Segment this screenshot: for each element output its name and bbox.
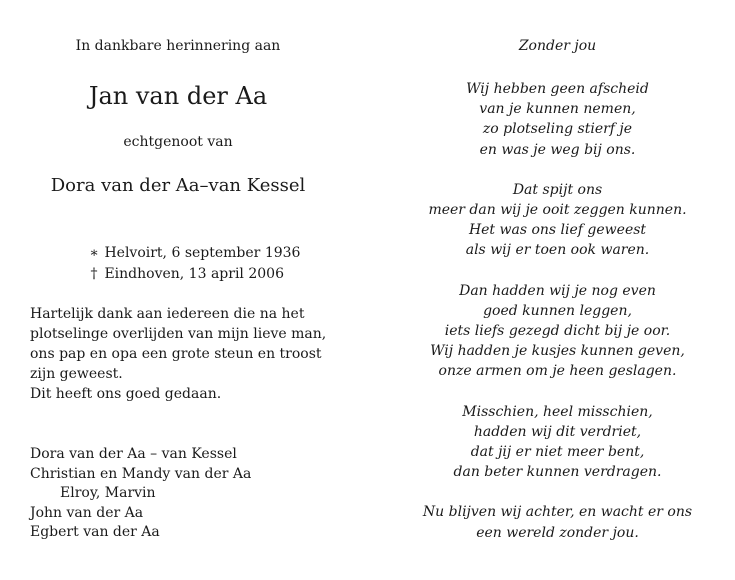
poem-line: Dat spijt ons (512, 181, 603, 198)
death-cross-icon: † (90, 266, 98, 282)
poem-title: Zonder jou (518, 38, 597, 54)
poem-line: Nu blijven wij achter, en wacht er ons (422, 504, 693, 521)
poem-line: een wereld zonder jou. (476, 524, 639, 541)
poem-stanza (380, 281, 735, 382)
poem-stanza (380, 79, 735, 160)
poem-line: Misschien, heel misschien, (462, 403, 653, 420)
poem-line: en was je weg bij ons. (479, 141, 636, 158)
poem-line: zo plotseling stierf je (482, 121, 633, 138)
poem-line: iets liefs gezegd dicht bij je oor. (444, 323, 671, 340)
death-line (88, 264, 300, 285)
life-dates (88, 243, 300, 285)
poem-line: als wij er toen ook waren. (465, 242, 650, 259)
deceased-name: Jan van der Aa (88, 82, 268, 110)
poem-line: hadden wij dit verdriet, (473, 423, 642, 440)
poem-stanza (380, 180, 735, 261)
poem-line: Het was ons lief geweest (468, 222, 647, 239)
poem-line: Wij hadden je kusjes kunnen geven, (430, 343, 685, 360)
birth-star-icon: ∗ (89, 245, 99, 261)
spouse-name: Dora van der Aa–van Kessel (50, 175, 306, 196)
poem-line: goed kunnen leggen, (483, 302, 632, 319)
poem-stanza (380, 502, 735, 542)
birth-line (88, 243, 300, 264)
poem (380, 79, 735, 563)
signer: Elroy, Marvin (60, 485, 156, 501)
signers-list (30, 445, 251, 543)
signer: Egbert van der Aa (30, 524, 160, 540)
intro-text: In dankbare herinnering aan (75, 38, 281, 54)
thanks-paragraph (30, 304, 360, 404)
poem-stanza (380, 402, 735, 483)
poem-line: dan beter kunnen verdragen. (453, 464, 662, 481)
poem-line: dat jij er niet meer bent, (470, 444, 645, 461)
poem-line: Wij hebben geen afscheid (466, 81, 649, 97)
poem-line: Dan hadden wij je nog even (459, 282, 656, 299)
thanks-line: ons pap en opa een grote steun en troost (30, 346, 322, 362)
thanks-line: zijn geweest. (30, 366, 123, 382)
signer: Christian en Mandy van der Aa (30, 465, 252, 482)
thanks-line: Hartelijk dank aan iedereen die na het (30, 306, 305, 322)
signer: John van der Aa (30, 504, 144, 521)
thanks-line: plotselinge overlijden van mijn lieve man, (30, 326, 327, 342)
death-text: Eindhoven, 13 april 2006 (104, 266, 284, 282)
spouse-label: echtgenoot van (123, 134, 233, 150)
thanks-line: Dit heeft ons goed gedaan. (30, 386, 222, 402)
right-panel (380, 0, 735, 580)
birth-text: Helvoirt, 6 september 1936 (104, 245, 301, 261)
poem-line: van je kunnen nemen, (479, 101, 636, 118)
poem-line: meer dan wij je ooit zeggen kunnen. (428, 202, 687, 219)
signer: Dora van der Aa – van Kessel (30, 446, 237, 462)
poem-line: onze armen om je heen geslagen. (438, 363, 677, 380)
